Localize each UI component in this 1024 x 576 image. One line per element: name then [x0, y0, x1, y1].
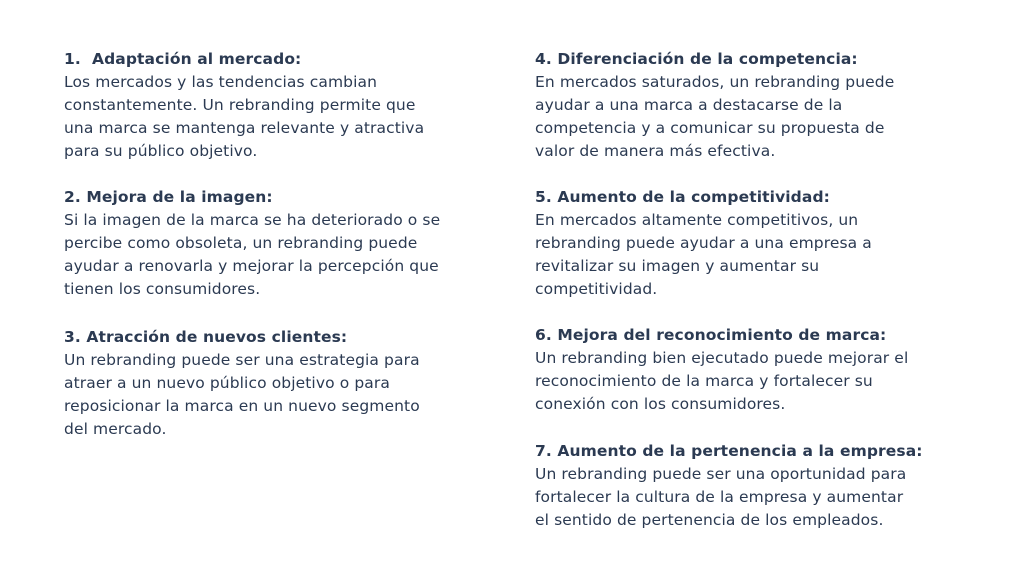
item-title-text: Aumento de la competitividad:: [557, 188, 830, 206]
body-line: rebranding puede ayudar a una empresa a: [535, 234, 872, 252]
item-title: [535, 48, 965, 71]
body-line: competitividad.: [535, 280, 658, 298]
body-line: competencia y a comunicar su propuesta de: [535, 119, 885, 137]
item-title-text: Atracción de nuevos clientes:: [86, 328, 348, 346]
item-title-text: Aumento de la pertenencia a la empresa:: [557, 442, 923, 460]
body-line: constantemente. Un rebranding permite que: [64, 96, 416, 114]
item-title-text: Mejora de la imagen:: [86, 188, 273, 206]
item-title: [64, 326, 484, 349]
item-title-text: Mejora del reconocimiento de marca:: [557, 326, 887, 344]
body-line: reconocimiento de la marca y fortalecer su: [535, 372, 873, 390]
item-body: [535, 463, 965, 532]
item-title-text: Adaptación al mercado:: [92, 50, 302, 68]
item-diferenciacion: [535, 48, 965, 163]
item-body: [535, 347, 965, 416]
body-line: una marca se mantenga relevante y atractiva: [64, 119, 425, 137]
body-line: atraer a un nuevo público objetivo o para: [64, 374, 390, 392]
item-title: [64, 186, 484, 209]
body-line: En mercados saturados, un rebranding puede: [535, 73, 895, 91]
body-line: reposicionar la marca en un nuevo segmento: [64, 397, 420, 415]
body-line: Un rebranding bien ejecutado puede mejorar el: [535, 349, 909, 367]
item-number: 7.: [535, 442, 552, 460]
item-number: 5.: [535, 188, 552, 206]
item-body: [64, 349, 484, 441]
item-body: [535, 209, 965, 301]
item-pertenencia: [535, 440, 965, 532]
item-title: [535, 186, 965, 209]
body-line: ayudar a renovarla y mejorar la percepción que: [64, 257, 439, 275]
body-line: ayudar a una marca a destacarse de la: [535, 96, 843, 114]
item-number: 6.: [535, 326, 552, 344]
body-line: Los mercados y las tendencias cambian: [64, 73, 378, 91]
item-body: [64, 209, 484, 301]
body-line: percibe como obsoleta, un rebranding puede: [64, 234, 418, 252]
item-title: [64, 48, 484, 71]
item-title-text: Diferenciación de la competencia:: [557, 50, 858, 68]
item-title: [535, 324, 965, 347]
body-line: fortalecer la cultura de la empresa y aumentar: [535, 488, 904, 506]
body-line: Si la imagen de la marca se ha deteriorado o se: [64, 211, 441, 229]
body-line: Un rebranding puede ser una estrategia para: [64, 351, 420, 369]
item-number: 4.: [535, 50, 552, 68]
item-reconocimiento: [535, 324, 965, 416]
item-competitividad: [535, 186, 965, 301]
body-line: valor de manera más efectiva.: [535, 142, 776, 160]
body-line: el sentido de pertenencia de los empleados.: [535, 511, 884, 529]
item-title: [535, 440, 965, 463]
body-line: Un rebranding puede ser una oportunidad para: [535, 465, 907, 483]
item-body: [64, 71, 484, 163]
body-line: revitalizar su imagen y aumentar su: [535, 257, 820, 275]
body-line: del mercado.: [64, 420, 167, 438]
body-line: para su público objetivo.: [64, 142, 258, 160]
item-mejora-imagen: [64, 186, 484, 301]
item-body: [535, 71, 965, 163]
body-line: tienen los consumidores.: [64, 280, 261, 298]
item-adaptacion: [64, 48, 484, 163]
item-atraccion: [64, 326, 484, 441]
body-line: conexión con los consumidores.: [535, 395, 786, 413]
item-number: 1.: [64, 50, 81, 68]
body-line: En mercados altamente competitivos, un: [535, 211, 859, 229]
item-number: 3.: [64, 328, 81, 346]
item-number: 2.: [64, 188, 81, 206]
